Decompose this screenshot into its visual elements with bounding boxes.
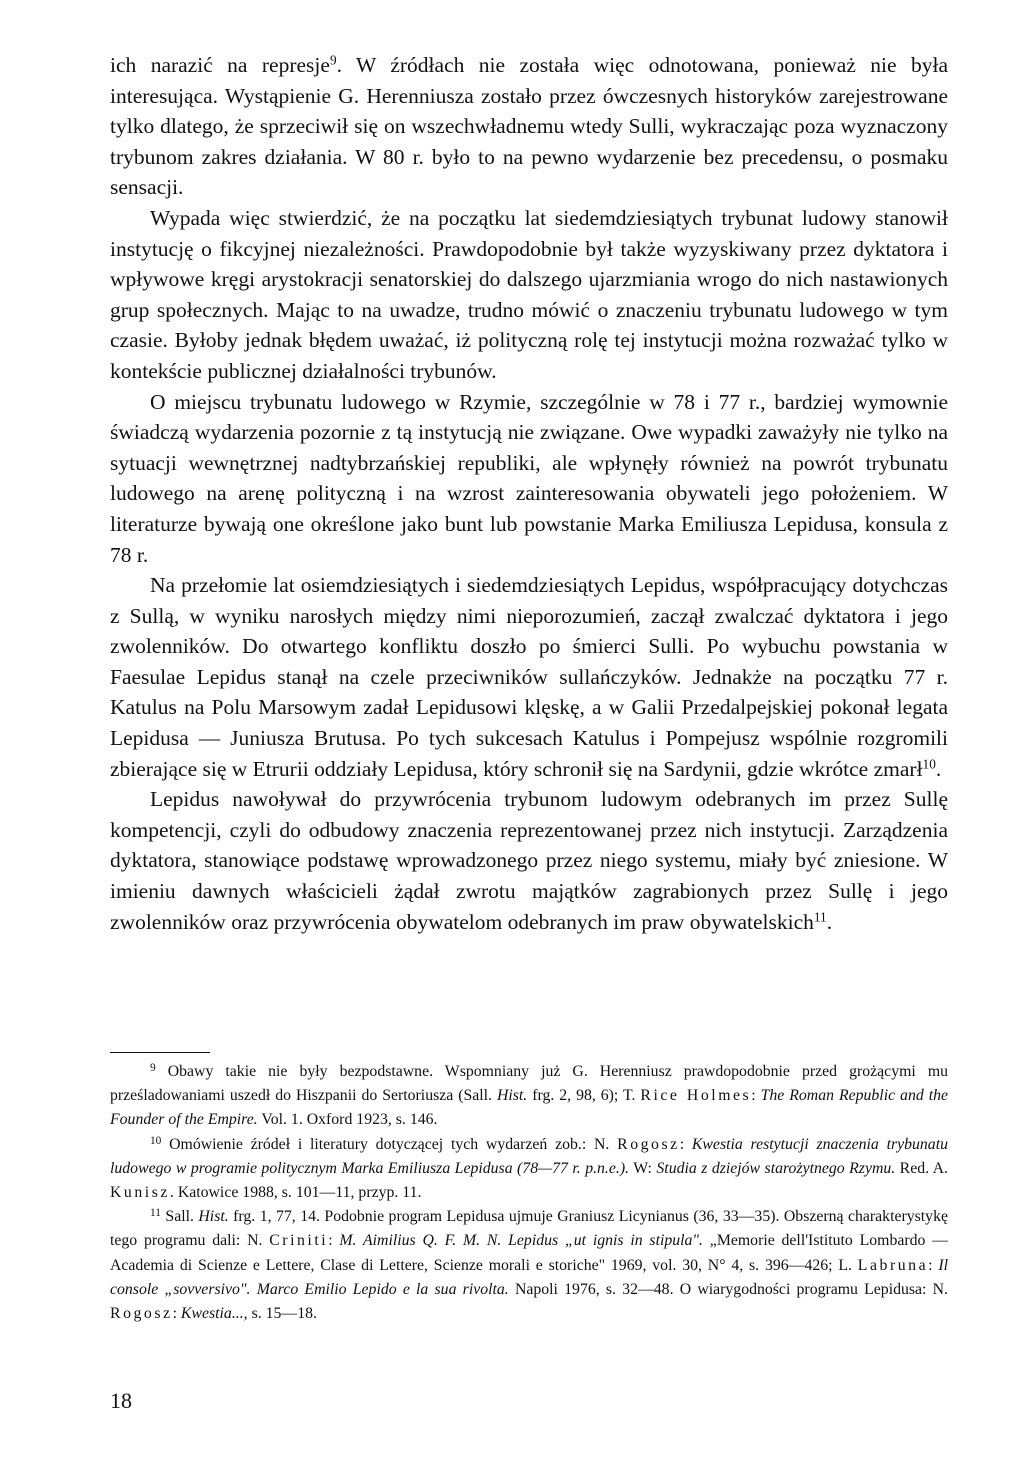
text-run: : [172,1305,181,1323]
text-run: Red. A. [895,1159,949,1177]
text-run: ich narazić na represje [110,53,330,77]
italic-title: Il console „sovversivo". Marco Emilio Lepido e la sua rivolta. [110,1256,948,1298]
text-run: : [328,1232,340,1250]
text-run: Na przełomie lat osiemdziesiątych i siedemdziesiątych Lepidus, współpracujący dotychczas z Sullą, w wyniku narosłych między nimi nieporozumień, zaczął zwalczać dyktatora i jego zwolenników. Do otwartego konfliktu doszło po śmierci Sulli. Po wybuchu powstania w Faesulae Lepidus stanął na czele przeciwników sullańczyków. Jednakże na początku 77 r. Katulus na Polu Marsowym zadał Lepidusowi klęskę, a w Galii Przedalpejskiej pokonał legata Lepidusa — Juniusza Brutusa. Po tych sukcesach Katulus i Pompejusz wspólnie rozgromili zbierające się w Etrurii oddziały Lepidusa, który schronił się na Sardynii, gdzie wkrótce zmarł [110,573,948,781]
italic-title: Kwestia... [180,1305,244,1323]
author-name: Kunisz [110,1184,170,1202]
author-name: Rogosz [110,1305,173,1323]
footnotes [110,1060,948,1326]
footnote-reference: 9 [329,52,337,68]
footnote [110,1205,948,1326]
paragraph [110,50,948,203]
italic-title: Studia z dziejów starożytnego Rzymu. [656,1159,896,1177]
paragraph [110,387,948,571]
text-run: O miejscu trybunatu ludowego w Rzymie, szczególnie w 78 i 77 r., bardziej wymownie świadczą wydarzenia pozornie z tą instytucją nie związane. Owe wypadki zaważyły nie tylko na sytuacji wewnętrznej nadtybrzańskiej republiki, ale wpłynęły również na powrót trybunatu ludowego na arenę polityczną i na wzrost zainteresowania obywateli jego położeniem. W literaturze bywają one określone jako bunt lub powstanie Marka Emiliusza Lepidusa, konsula z 78 r. [110,389,948,567]
text-run: frg. 2, 98, 6); T. [527,1087,641,1105]
text-run: : [751,1087,761,1105]
text-run: Wypada więc stwierdzić, że na początku lat siedemdziesiątych trybunat ludowy stanowił instytucję o fikcyjnej niezależności. Prawdopodobnie był także wyzyskiwany przez dyktatora i wpływowe kręgi arystokracji senatorskiej do dalszego ujarzmiania wrogo do nich nastawionych grup społecznych. Mając to na uwadze, trudno mówić o znaczeniu trybunatu ludowego w tym czasie. Byłoby jednak błędem uważać, iż polityczną rolę tej instytucji można rozważać tylko w kontekście publicznej działalności trybunów. [110,205,948,383]
text-run: Vol. 1. Oxford 1923, s. 146. [257,1111,438,1129]
author-name: Labruna [857,1256,929,1274]
text-run: : [679,1135,692,1153]
text-run: Sall. [165,1208,199,1226]
footnote-separator [110,1052,210,1053]
text-run: . [826,909,833,934]
text-run: frg. 1, 77, 14. Podobnie program Lepidusa ujmuje Graniusz Licynianus (36, 33—35). Obszerną charakterystykę tego programu dali: N. [110,1208,948,1250]
text-run: Obawy takie nie były bezpodstawne. Wspomniany już G. Herenniusz prawdopodobnie przed grożącymi mu prześladowaniami uszedł do Hiszpanii do Sertoriusza (Sall. [110,1063,948,1105]
page-number: 18 [110,1388,132,1413]
paragraph [110,203,948,387]
italic-title: Hist. [198,1208,229,1226]
text-run: „Memorie dell'Istituto Lombardo — Academia di Scienze e Lettere, Clase di Lettere, Scienze morali e storiche" 1969, vol. 30, N° 4, s. 396—426; L. [110,1232,948,1274]
paragraph [110,570,948,784]
footnote-reference: 10 [922,756,936,772]
footnote-number: 9 [150,1061,156,1074]
footnote [110,1060,948,1133]
text-run: Omówienie źródeł i literatury dotyczącej tych wydarzeń zob.: N. [169,1135,618,1153]
text-run: W: [629,1159,657,1177]
italic-title: The Roman Republic and the Founder of the Empire. [110,1087,949,1129]
text-run: Lepidus nawoływał do przywrócenia trybunom ludowym odebranych im przez Sullę kompetencji, czyli do odbudowy znaczenia reprezentowanej przez nich instytucji. Zarządzenia dyktatora, stanowiące podstawę wprowadzonego przez niego systemu, miały być zniesione. W imieniu dawnych właścicieli żądał zwrotu majątków zagrabionych przez Sullę i jego zwolenników oraz przywrócenia obywatelom odebranych im praw obywatelskich [110,787,948,934]
text-run: , s. 15—18. [243,1305,317,1323]
footnote [110,1133,948,1206]
text-run: . W źródłach nie została więc odnotowana, ponieważ nie była interesująca. Wystąpienie G. Herenniusza zostało przez ówczesnych historyków zarejestrowane tylko dlatego, że sprzeciwił się on wszechwładnemu wtedy Sulli, wykraczając poza wyznaczony trybunom zakres działania. W 80 r. było to na pewno wydarzenie bez precedensu, o posmaku sensacji. [110,53,948,200]
italic-title: Hist. [496,1087,528,1105]
italic-title: M. Aimilius Q. F. M. N. Lepidus „ut ignis in stipula". [339,1232,704,1250]
text-run: . [935,756,942,781]
author-name: Rogosz [617,1135,680,1153]
author-name: Rice Holmes [640,1087,752,1105]
footnote-reference: 11 [813,909,827,925]
author-name: Criniti [269,1232,329,1250]
main-text [110,50,948,937]
footnote-number: 10 [150,1134,162,1147]
footnote-number: 11 [150,1207,161,1220]
text-run: : [928,1256,939,1274]
paragraph [110,784,948,937]
text-run: . Katowice 1988, s. 101—11, przyp. 11. [169,1184,422,1202]
italic-title: Kwestia restytucji znaczenia trybunatu ludowego w programie politycznym Marka Emiliusza Lepidusa (78—77 r. p.n.e.). [110,1135,948,1177]
text-run: Napoli 1976, s. 32—48. O wiarygodności programu Lepidusa: N. [508,1280,948,1298]
